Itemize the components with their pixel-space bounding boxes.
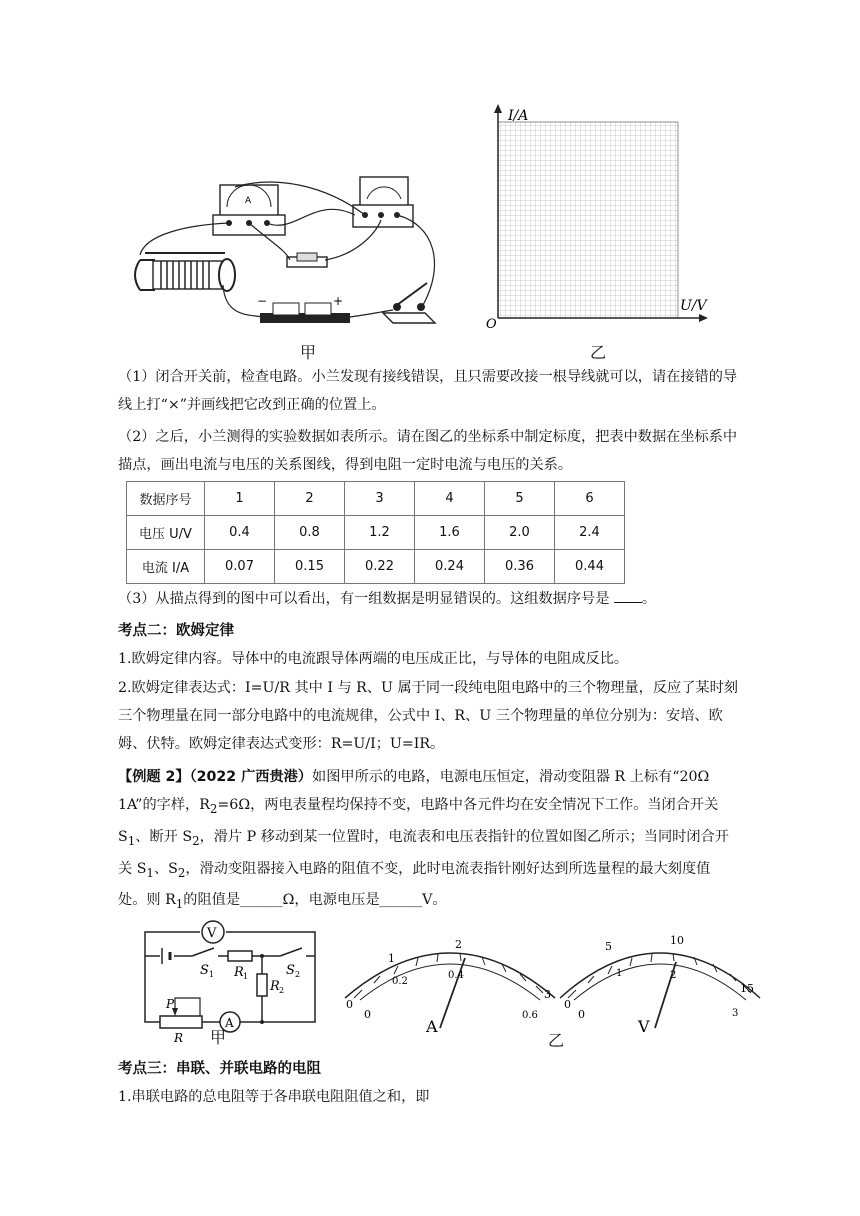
voltmeter-tick-label: 0	[564, 998, 571, 1011]
table-cell: 0.22	[345, 550, 415, 584]
voltmeter-tick-label: 1	[616, 968, 623, 979]
ammeter-tick-label: 3	[544, 988, 551, 1001]
table-cell: 2	[275, 482, 345, 516]
section-2-point-1: 1.欧姆定律内容。导体中的电流跟导体两端的电压成正比，与导体的电阻成反比。	[118, 651, 629, 667]
table-row	[127, 516, 625, 550]
subscript: 1	[146, 865, 154, 880]
table-cell: 1.2	[345, 516, 415, 550]
ammeter-tick-label: 0	[364, 1008, 371, 1021]
voltmeter-name: V	[638, 1017, 650, 1036]
question-2: （2）之后，小兰测得的实验数据如表所示。请在图乙的坐标系中制定标度，把表中数据在坐标系中描点，画出电流与电压的关系图线，得到电阻一定时电流与电压的关系。	[118, 429, 738, 473]
slider-p-label: P	[166, 997, 175, 1011]
subscript: 2	[279, 986, 285, 995]
example-2-source: （2022 广西贵港）	[189, 769, 313, 785]
table-cell: 0.07	[205, 550, 275, 584]
voltmeter-tick-label: 0	[578, 1008, 585, 1021]
circuit-caption: 甲	[210, 1028, 227, 1047]
subscript: 1	[209, 970, 215, 979]
example-2-part: 的阻值是	[183, 892, 241, 909]
ammeter-pointer	[440, 958, 465, 1028]
example-2-part: ，滑片 P 移动到某一位置时，电流表和电压表指针的位置如图乙所示；当同时闭合开关 S	[118, 828, 729, 877]
voltmeter-tick-label: 3	[732, 1008, 739, 1019]
r1-symbol	[228, 951, 252, 961]
s1-label: S	[200, 963, 209, 978]
table-cell: 0.36	[485, 550, 555, 584]
example-2-part: 、断开 S	[135, 828, 193, 845]
graph-origin-label: O	[486, 317, 497, 332]
voltmeter-tick-label: 15	[740, 982, 754, 995]
section-3-point-1: 1.串联电路的总电阻等于各串联电阻阻值之和，即	[118, 1089, 430, 1105]
subscript: 1	[175, 897, 184, 912]
data-table	[126, 481, 625, 584]
subscript: 2	[209, 801, 218, 816]
rheostat-label: R	[174, 1031, 184, 1045]
question-3-suffix: 。	[641, 591, 657, 607]
meter-dials	[340, 928, 775, 1038]
meters-caption: 乙	[548, 1031, 565, 1050]
table-cell: 2.0	[485, 516, 555, 550]
ammeter-tick-label: 0.6	[522, 1010, 538, 1021]
table-cell: 0.8	[275, 516, 345, 550]
battery-plus-label: +	[333, 294, 344, 308]
section-2-heading: 考点二：欧姆定律	[118, 623, 234, 639]
question-3-text: （3）从描点得到的图中可以看出，有一组数据是明显错误的。这组数据序号是	[118, 591, 610, 607]
circuit-diagram	[140, 912, 330, 1045]
voltmeter-dial	[560, 934, 760, 1036]
example-2-part: =6Ω，两电表量程均保持不变，电路中各元件均在安全情况下工作。当闭合开关 S	[118, 797, 719, 845]
section-3-heading: 考点三：串联、并联电路的电阻	[118, 1061, 321, 1077]
iu-graph-grid	[480, 100, 720, 335]
r1-label: R	[234, 965, 244, 980]
r2-symbol	[257, 974, 267, 996]
table-row	[127, 550, 625, 584]
ammeter-tick-label: 0	[346, 998, 353, 1011]
table-header-cell: 电压 U/V	[127, 516, 205, 550]
example-2-part: ，滑动变阻器接入电路的阻值不变，此时电流表指针刚好达到所选量程的最大刻度值处。则 R	[118, 860, 711, 909]
example-2-part: V。	[422, 892, 447, 909]
voltmeter-tick-label: 2	[670, 970, 677, 981]
table-header-cell: 数据序号	[127, 482, 205, 516]
table-cell: 0.24	[415, 550, 485, 584]
subscript: 1	[243, 972, 249, 981]
svg-text:A: A	[245, 196, 252, 206]
example-2-part: 如图甲所示的电路，电源电压恒定，滑动变阻器 R 上标有“20Ω 1A”的字样，R	[118, 769, 710, 813]
switch-device	[383, 283, 435, 323]
figure-yi-caption: 乙	[590, 343, 607, 362]
ammeter-tick-label: 0.2	[392, 976, 408, 987]
graph-y-label: I/A	[508, 108, 529, 124]
voltmeter-tick-label: 10	[670, 934, 684, 947]
ammeter-name: A	[426, 1017, 438, 1036]
example-2-tag: 【例题 2】	[118, 769, 190, 785]
voltmeter-device	[353, 177, 413, 227]
graph-x-label: U/V	[680, 298, 707, 314]
answer-blank[interactable]	[614, 602, 642, 603]
table-row	[127, 482, 625, 516]
question-1: （1）闭合开关前，检查电路。小兰发现有接线错误，且只需要改接一根导线就可以，请在接错的导线上打“×”并画线把它改到正确的位置上。	[118, 369, 738, 413]
table-cell: 3	[345, 482, 415, 516]
table-cell: 0.4	[205, 516, 275, 550]
answer-blank[interactable]: ______	[240, 892, 283, 909]
question-3	[118, 585, 738, 613]
table-cell: 1.6	[415, 516, 485, 550]
s2-label: S	[286, 963, 295, 978]
r2-label: R	[270, 979, 280, 994]
graph-grid-area	[498, 122, 678, 318]
table-cell: 2.4	[555, 516, 625, 550]
table-cell: 1	[205, 482, 275, 516]
figure-jia-caption: 甲	[300, 343, 317, 362]
table-cell: 6	[555, 482, 625, 516]
battery-minus-label: −	[257, 294, 268, 308]
battery-device	[257, 294, 350, 323]
subscript: 2	[177, 865, 186, 880]
table-header-cell: 电流 I/A	[127, 550, 205, 584]
table-cell: 0.44	[555, 550, 625, 584]
answer-blank[interactable]: ______	[379, 892, 423, 909]
ammeter-dial	[345, 938, 555, 1036]
resistor-device	[287, 253, 327, 267]
table-cell: 0.15	[275, 550, 345, 584]
subscript: 2	[192, 833, 200, 848]
section-2-point-2: 2.欧姆定律表达式：I=U/R 其中 I 与 R、U 属于同一段纯电阻电路中的三个物理量，反应了某时刻三个物理量在同一部分电路中的电流规律，公式中 I、R、U 三个物理量的单位分别为：安培、欧姆、伏特。欧姆定律表达式变形：R=U/I；U=IR。	[118, 680, 738, 752]
apparatus-illustration	[125, 165, 465, 335]
ammeter-tick-label: 1	[388, 952, 395, 965]
ammeter-device	[213, 185, 285, 235]
subscript: 1	[127, 833, 136, 848]
ammeter-label: A	[225, 1016, 234, 1030]
voltmeter-tick-label: 5	[605, 940, 612, 953]
voltmeter-label: V	[207, 926, 217, 941]
example-2-part: 、S	[153, 860, 178, 877]
rheostat-symbol	[160, 1016, 202, 1028]
subscript: 2	[295, 970, 301, 979]
table-cell: 5	[485, 482, 555, 516]
ammeter-tick-label: 2	[455, 938, 462, 951]
example-2-text	[118, 763, 738, 918]
table-cell: 4	[415, 482, 485, 516]
ammeter-tick-label: 0.4	[448, 970, 464, 981]
example-2-part: Ω，电源电压是	[282, 892, 380, 909]
rheostat-device	[135, 253, 235, 291]
